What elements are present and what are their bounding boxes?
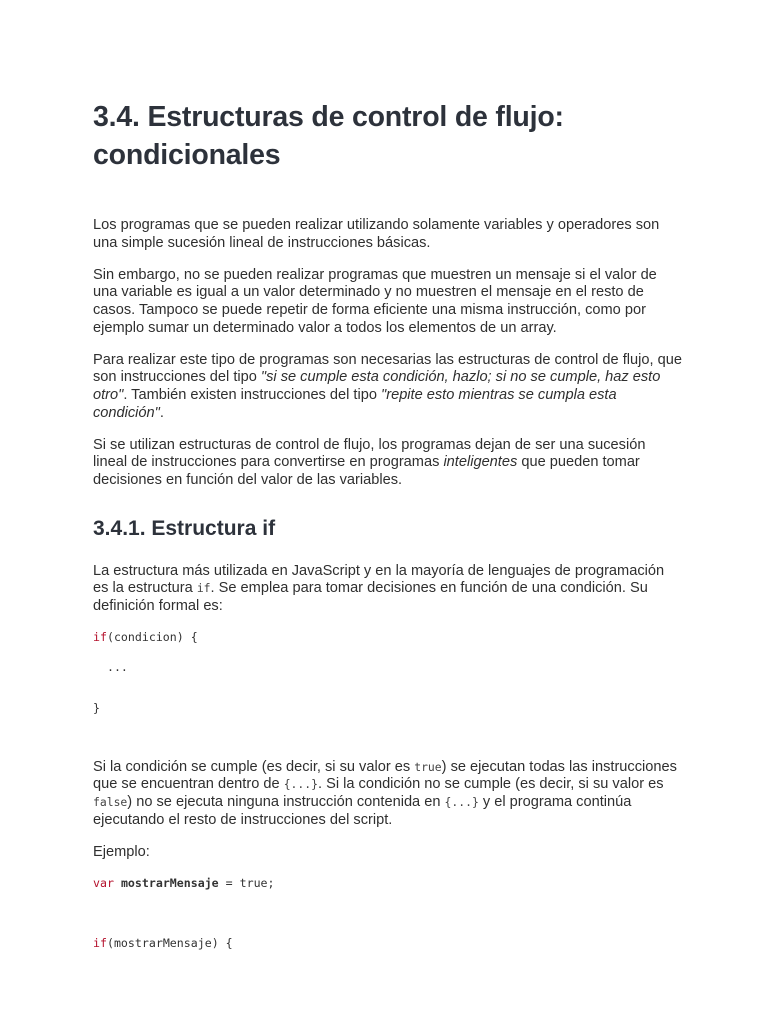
text-run: y el programa continúa ejecutando el resto de instrucciones del script. — [93, 794, 632, 828]
text-run: ) se ejecutan todas las instrucciones que se encuentran dentro de — [93, 758, 677, 793]
code-text: ) { — [211, 936, 233, 951]
page-title-line2: condicionales — [93, 139, 281, 171]
intro-paragraph-2: Sin embargo, no se pueden realizar programas que muestren un mensaje si el valor de una variable es igual a un valor determinado y no muestren el mensaje en el resto de casos. Tampoco se puede repetir de forma eficiente una misma instrucción, como por ejemplo sumar un determinado valor a todos los elementos de un array. — [93, 266, 657, 336]
inline-code: {...} — [444, 795, 479, 810]
text-run: . Si la condición no se cumple (es decir, si su valor es — [317, 776, 664, 793]
text-run: La estructura más utilizada en JavaScript y en la mayoría de lenguajes de programación es la estructura — [93, 562, 665, 597]
code-line: ... — [93, 659, 128, 674]
code-line — [93, 936, 683, 950]
intro-paragraph-4 — [93, 437, 683, 490]
text-run: Si se utilizan estructuras de control de flujo, los programas dejan de ser una sucesión lineal de instrucciones para convertirse en programas — [93, 436, 646, 471]
emphasis-quote-1: "si se cumple esta condición, hazlo; si no se cumple, haz esto otro" — [93, 369, 661, 403]
text-run: ) no se ejecuta ninguna instrucción contenida en — [127, 794, 445, 811]
code-text: (condicion) { — [106, 629, 198, 644]
code-text: = true; — [218, 876, 275, 891]
text-run: . — [159, 404, 164, 421]
page-title — [93, 98, 683, 174]
section-title: 3.4.1. Estructura if — [93, 516, 276, 540]
intro-paragraph-3 — [93, 352, 683, 422]
emphasis-quote-2: "repite esto mientras se cumpla esta condición" — [93, 386, 617, 421]
code-identifier: mostrarMensaje — [113, 936, 212, 951]
inline-code: {...} — [283, 777, 318, 792]
text-run: . Se emplea para tomar decisiones en función de una condición. Su definición formal es: — [93, 580, 648, 614]
page-title-line1: 3.4. Estructuras de control de flujo: — [93, 101, 564, 133]
code-block-if-syntax — [93, 630, 683, 715]
example-label: Ejemplo: — [93, 843, 150, 860]
code-block-example — [93, 876, 683, 950]
code-line: } — [93, 700, 100, 715]
content-column — [93, 98, 683, 950]
inline-code: true — [414, 759, 442, 774]
inline-code: if — [196, 581, 211, 596]
emphasis-word: inteligentes — [443, 454, 518, 471]
intro-paragraph-1: Los programas que se pueden realizar utilizando solamente variables y operadores son una simple sucesión lineal de instrucciones básicas. — [93, 217, 660, 251]
text-run: . También existen instrucciones del tipo — [123, 386, 382, 403]
text-run: Si la condición se cumple (es decir, si su valor es — [93, 758, 415, 775]
code-keyword: var — [93, 876, 114, 891]
text-run: que pueden tomar decisiones en función del valor de las variables. — [93, 454, 640, 488]
code-line — [93, 876, 683, 890]
text-run: Para realizar este tipo de programas son necesarias las estructuras de control de flujo, que son instrucciones del tipo — [93, 351, 682, 386]
section-paragraph-2 — [93, 759, 683, 829]
code-line — [93, 630, 683, 644]
inline-code: false — [93, 795, 128, 810]
code-identifier: mostrarMensaje — [120, 876, 219, 891]
section-paragraph-1 — [93, 563, 683, 616]
code-keyword: if — [93, 629, 107, 644]
code-keyword: if — [93, 936, 107, 951]
code-text: ( — [106, 936, 114, 951]
